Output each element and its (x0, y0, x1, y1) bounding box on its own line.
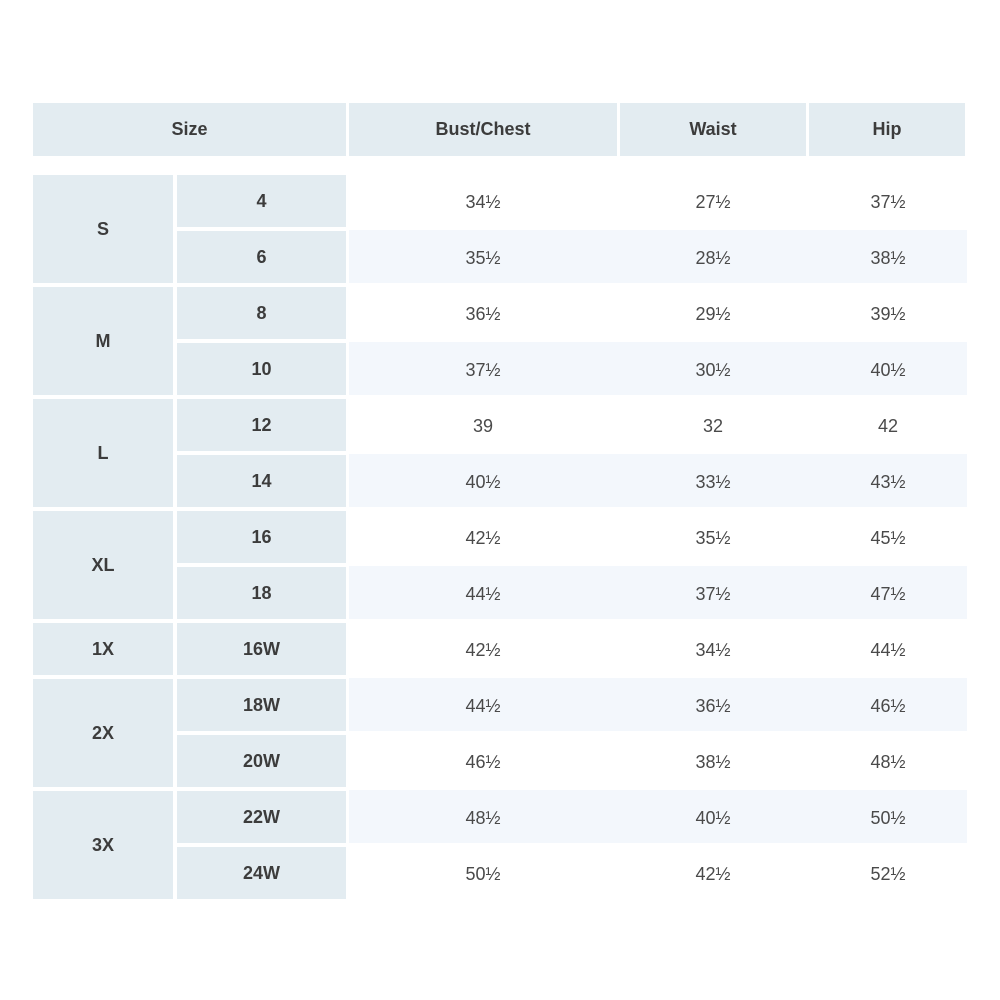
waist-value: 30½ (695, 360, 731, 380)
hip-value: 38½ (870, 248, 906, 268)
waist-value: 32 (702, 416, 724, 436)
hip-value: 48½ (870, 752, 906, 772)
bust-value: 42½ (465, 528, 501, 548)
size-number-label: 10 (177, 343, 346, 395)
bust-value: 42½ (465, 640, 501, 660)
size-group-label: S (33, 175, 173, 283)
waist-value: 36½ (695, 696, 731, 716)
hip-value: 50½ (870, 808, 906, 828)
hip-value: 45½ (870, 528, 906, 548)
size-group-label: XL (33, 511, 173, 619)
header-waist: Waist (620, 103, 806, 156)
hip-value: 52½ (870, 864, 906, 884)
hip-value: 42 (877, 416, 899, 436)
waist-value: 40½ (695, 808, 731, 828)
size-number-label: 14 (177, 455, 346, 507)
waist-value: 34½ (695, 640, 731, 660)
size-number-label: 8 (177, 287, 346, 339)
waist-value: 35½ (695, 528, 731, 548)
hip-value: 37½ (870, 192, 906, 212)
size-group-label: 2X (33, 679, 173, 787)
waist-value: 27½ (695, 192, 731, 212)
size-number-label: 22W (177, 791, 346, 843)
size-group-label: 3X (33, 791, 173, 899)
size-number-label: 6 (177, 231, 346, 283)
bust-value: 35½ (465, 248, 501, 268)
header-size: Size (33, 103, 346, 156)
size-number-label: 16 (177, 511, 346, 563)
size-number-label: 12 (177, 399, 346, 451)
bust-value: 48½ (465, 808, 501, 828)
bust-value: 39 (472, 416, 494, 436)
hip-value: 40½ (870, 360, 906, 380)
size-group-label: L (33, 399, 173, 507)
size-group-label: M (33, 287, 173, 395)
waist-value: 37½ (695, 584, 731, 604)
bust-value: 40½ (465, 472, 501, 492)
waist-value: 29½ (695, 304, 731, 324)
bust-value: 46½ (465, 752, 501, 772)
bust-value: 36½ (465, 304, 501, 324)
bust-value: 37½ (465, 360, 501, 380)
hip-value: 43½ (870, 472, 906, 492)
bust-value: 44½ (465, 696, 501, 716)
bust-value: 44½ (465, 584, 501, 604)
hip-value: 46½ (870, 696, 906, 716)
waist-value: 28½ (695, 248, 731, 268)
size-number-label: 24W (177, 847, 346, 899)
size-number-label: 16W (177, 623, 346, 675)
size-number-label: 20W (177, 735, 346, 787)
waist-value: 42½ (695, 864, 731, 884)
bust-value: 50½ (465, 864, 501, 884)
hip-value: 47½ (870, 584, 906, 604)
size-group-label: 1X (33, 623, 173, 675)
hip-value: 44½ (870, 640, 906, 660)
header-bust-chest: Bust/Chest (349, 103, 617, 156)
size-number-label: 4 (177, 175, 346, 227)
waist-value: 33½ (695, 472, 731, 492)
hip-value: 39½ (870, 304, 906, 324)
size-number-label: 18 (177, 567, 346, 619)
size-number-label: 18W (177, 679, 346, 731)
header-hip: Hip (809, 103, 965, 156)
bust-value: 34½ (465, 192, 501, 212)
waist-value: 38½ (695, 752, 731, 772)
